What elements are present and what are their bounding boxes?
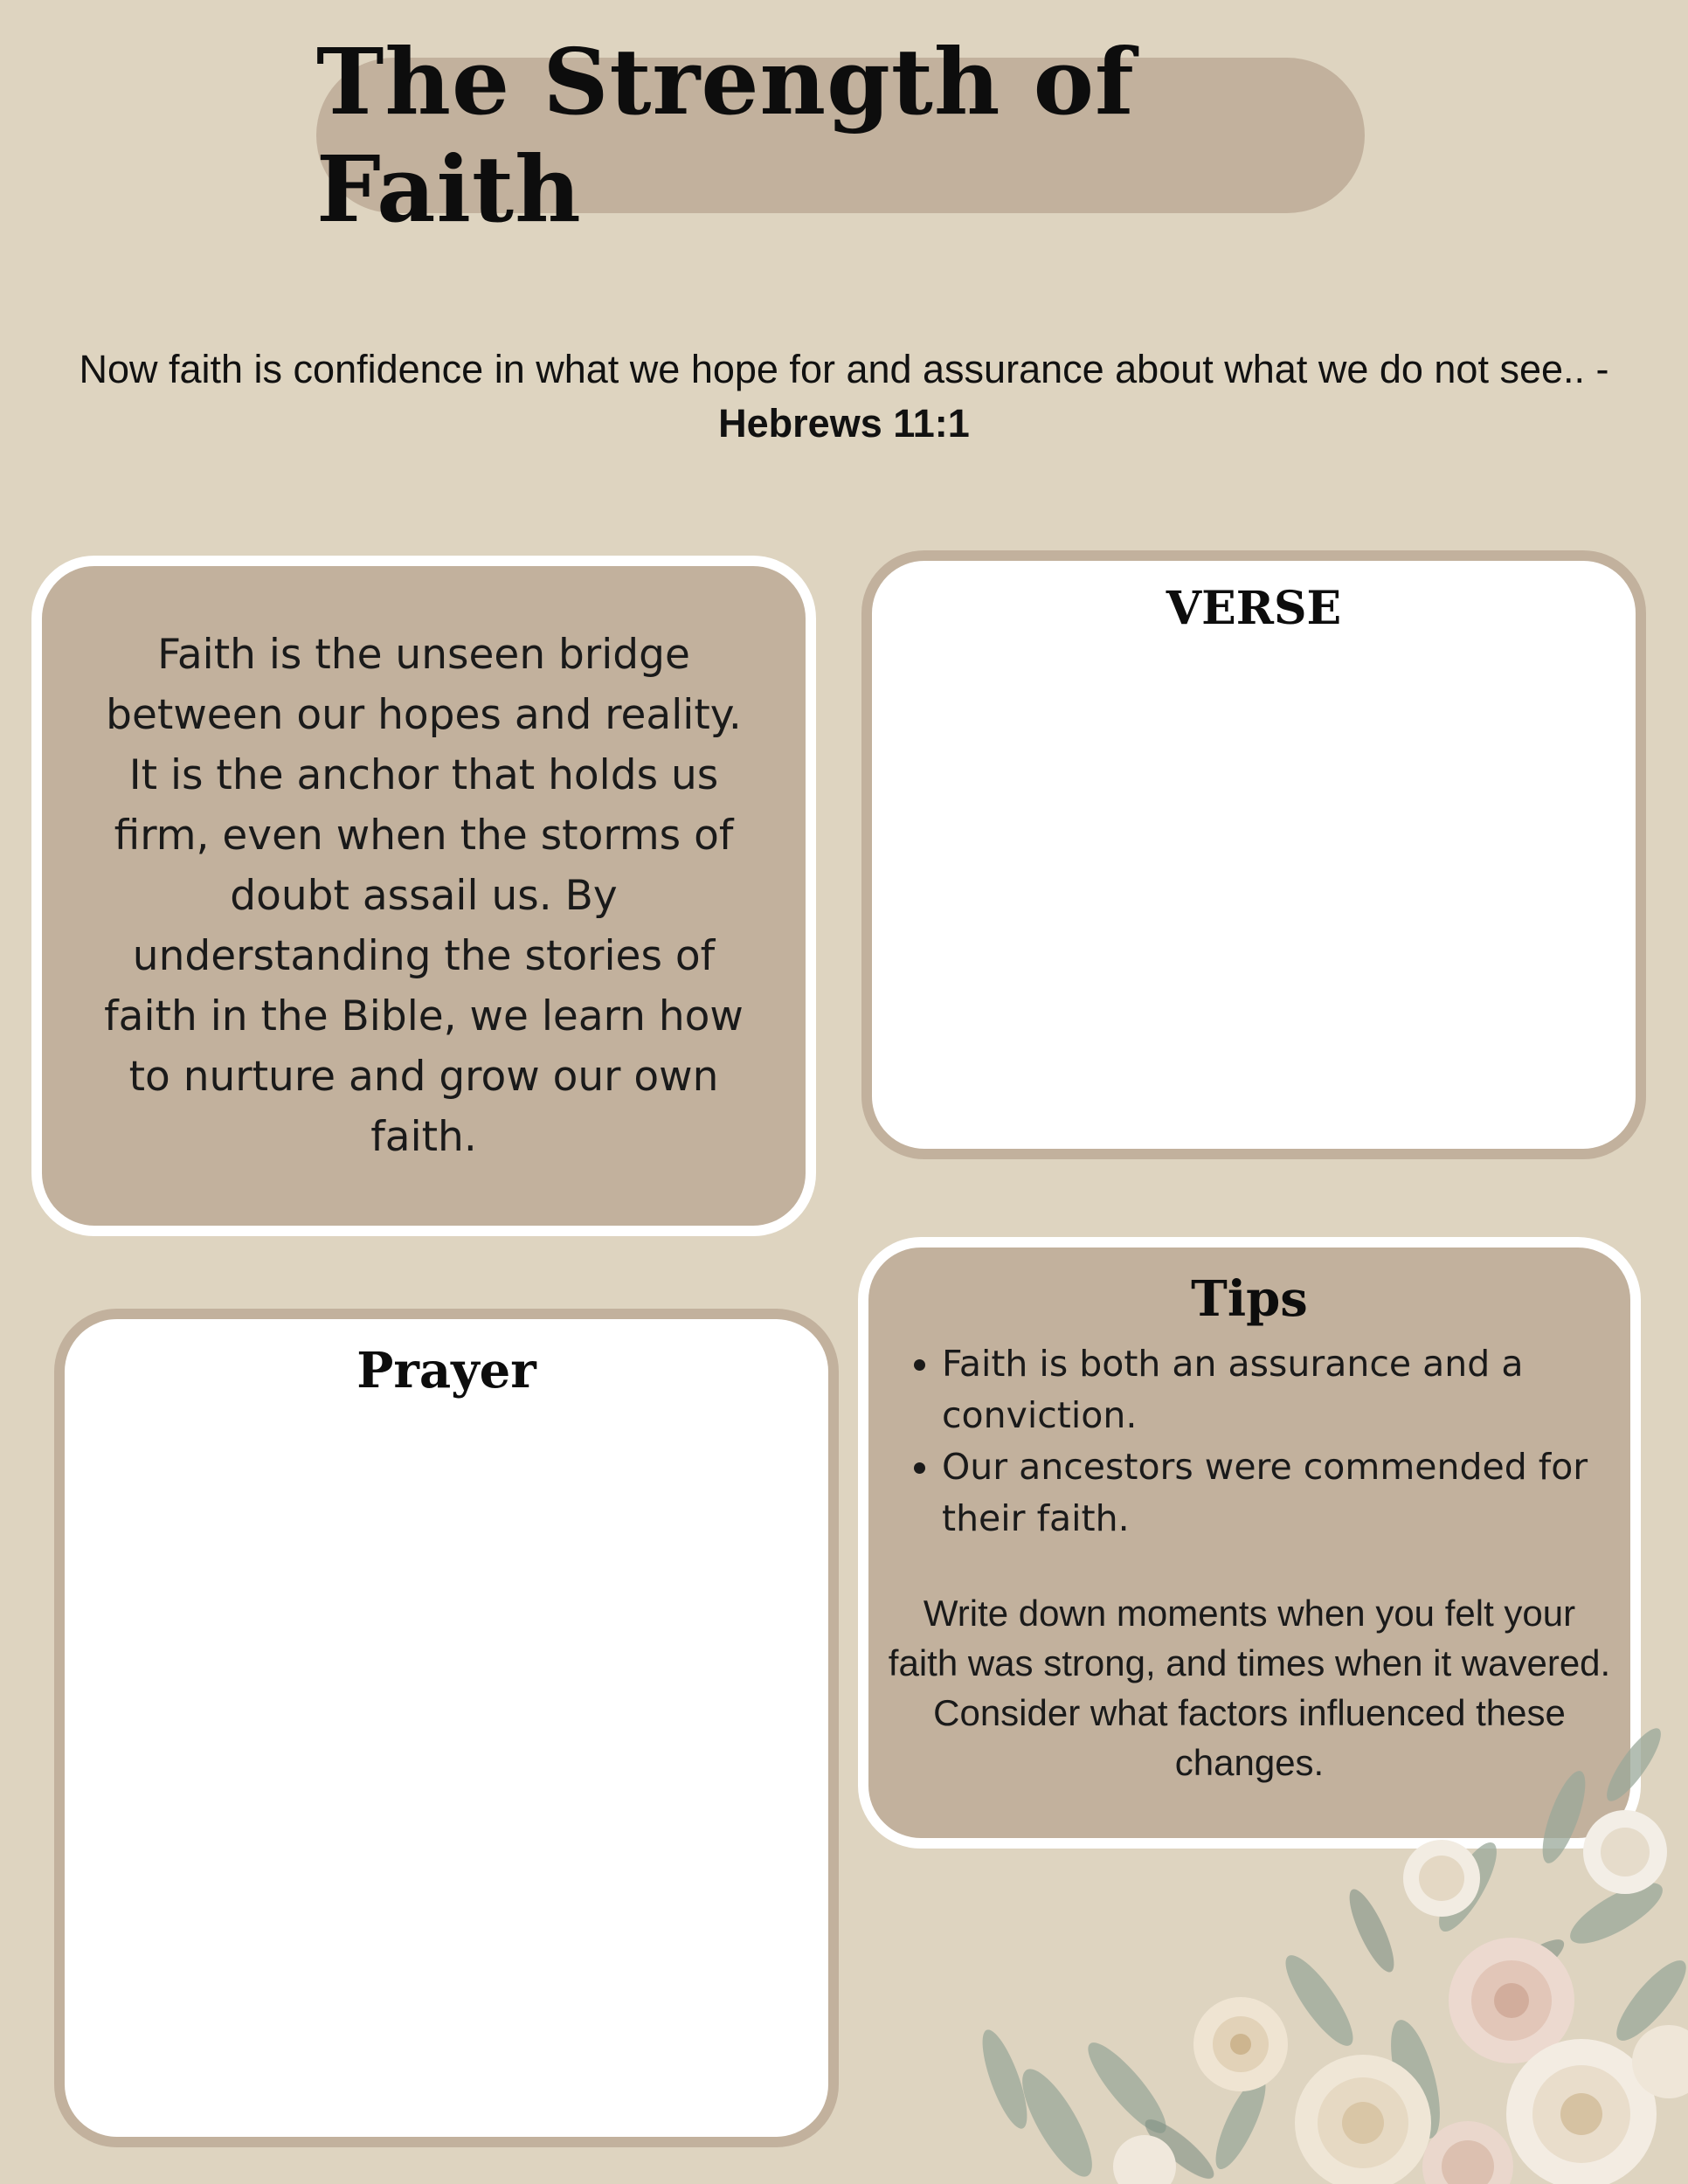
tips-note: Write down moments when you felt your faith was strong, and times when it wavered. Consider what factors influenced these changes. xyxy=(888,1593,1611,1783)
intro-card xyxy=(31,556,816,1236)
verse-heading: VERSE xyxy=(1166,582,1342,635)
tips-list xyxy=(868,1338,1630,1545)
page-title: The Strength of Faith xyxy=(316,28,1135,243)
tip-item: • Our ancestors were commended for their faith. xyxy=(942,1441,1630,1545)
prayer-heading: Prayer xyxy=(356,1342,536,1400)
scripture-quote xyxy=(52,342,1636,451)
intro-text: Faith is the unseen bridge between our hopes and reality. It is the anchor that holds us firm, even when the storms of doubt assail us. By understanding the stories of faith in the Bible, we learn how to nurture and grow our own faith. xyxy=(104,631,744,1161)
floral-arrangement-icon xyxy=(952,1712,1688,2184)
verse-card[interactable] xyxy=(861,550,1646,1159)
tip-item: • Faith is both an assurance and a conviction. xyxy=(942,1338,1630,1441)
quote-text: Now faith is confidence in what we hope for and assurance about what we do not see.. - xyxy=(79,347,1609,391)
quote-reference: Hebrews 11:1 xyxy=(718,401,970,446)
title-banner xyxy=(316,28,1365,243)
tips-heading: Tips xyxy=(1191,1270,1308,1328)
prayer-card[interactable] xyxy=(54,1309,839,2147)
